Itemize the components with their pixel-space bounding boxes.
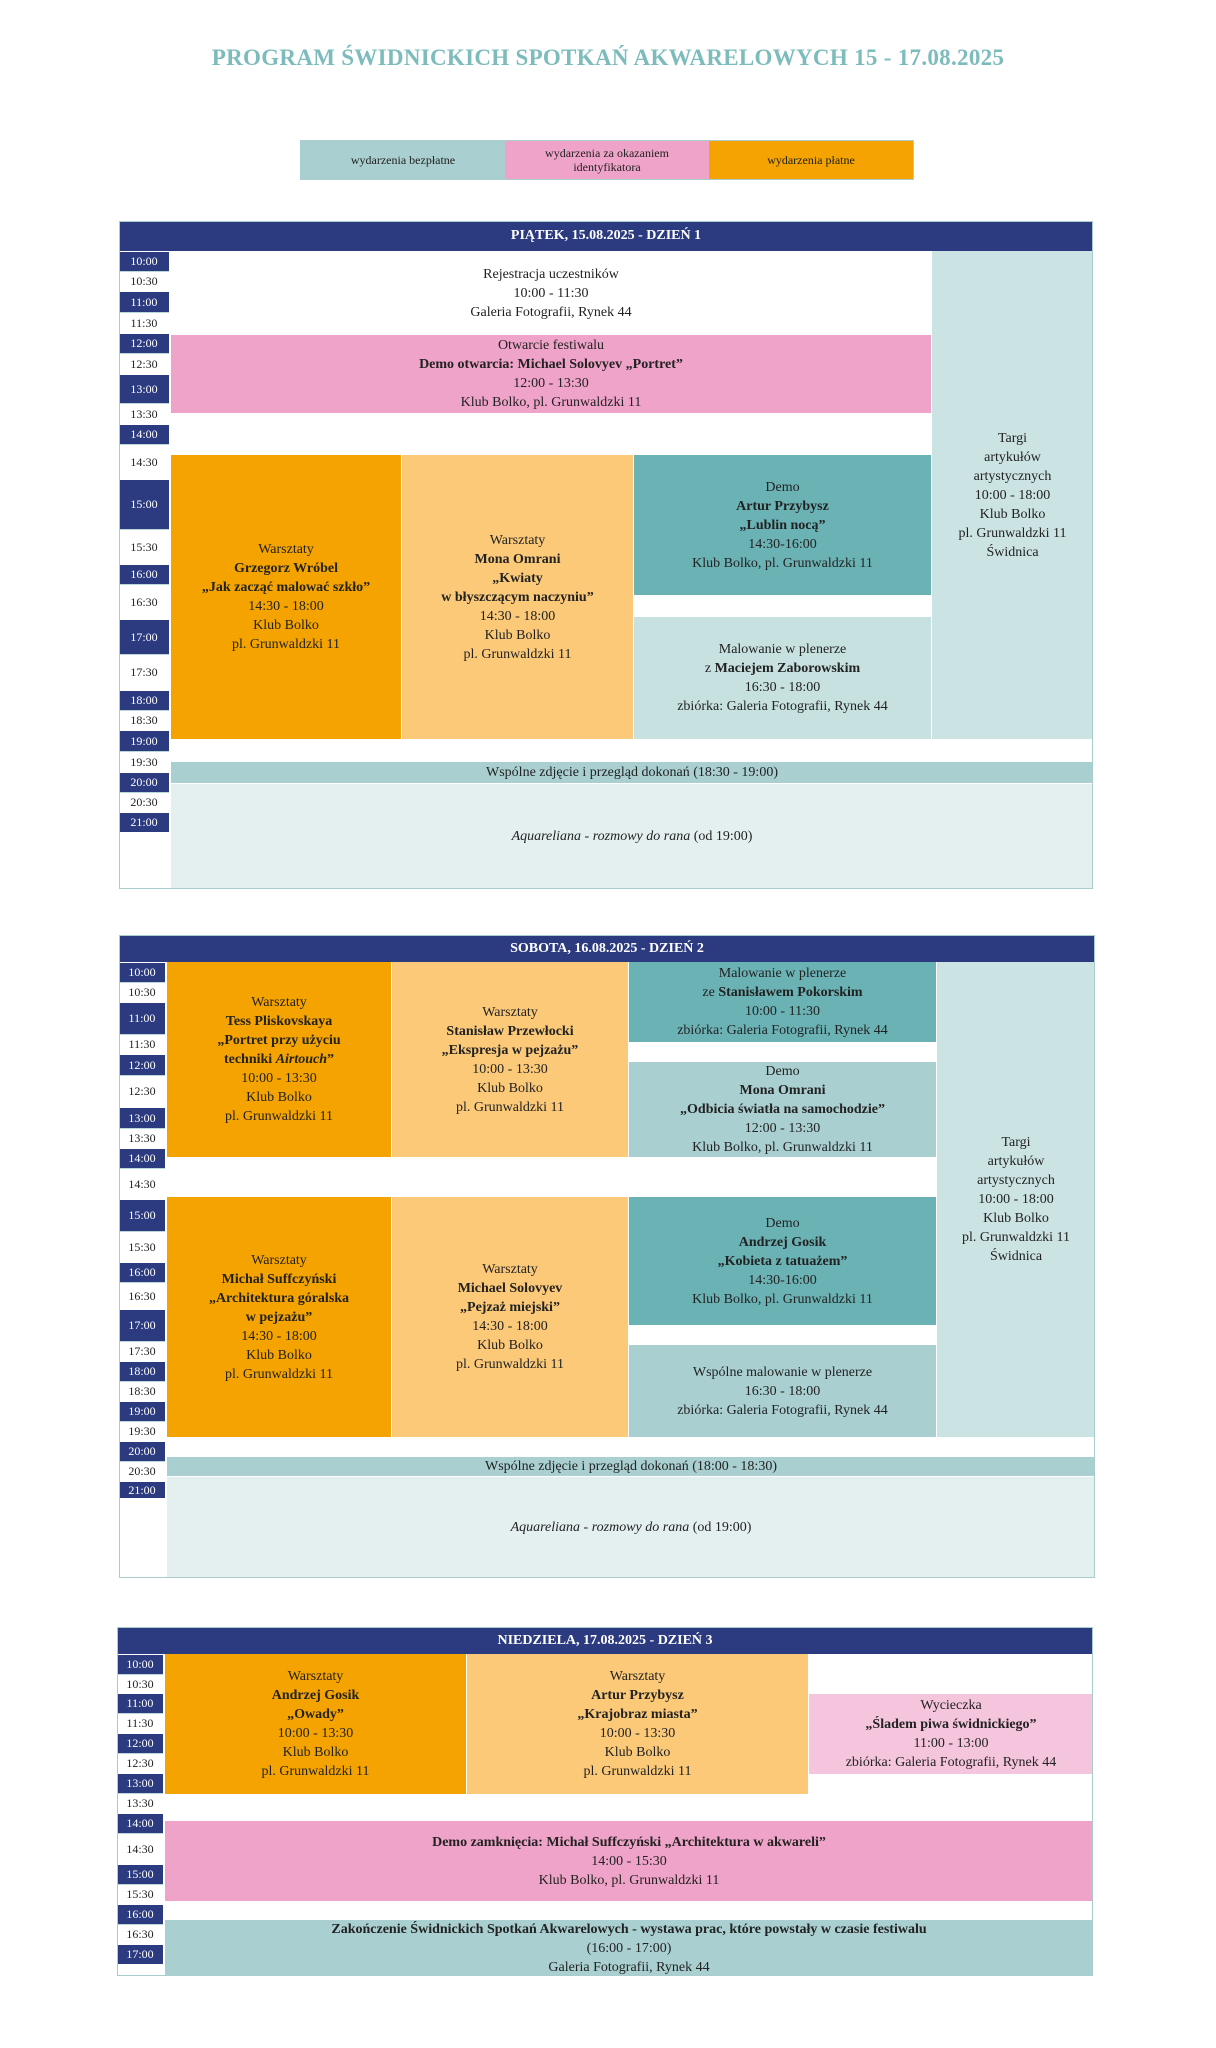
time-slot: 17:30 <box>119 654 169 690</box>
time-slot: 12:00 <box>119 1054 165 1075</box>
day1-aquareliana <box>171 784 1093 889</box>
day3-trip <box>809 1694 1093 1774</box>
ws-title: „Jak zacząć malować szkło” <box>201 580 371 595</box>
ws-venue: Klub Bolko <box>246 1347 312 1363</box>
day2-workshop-pliskovskaya <box>167 962 391 1157</box>
ws-artist: Mona Omrani <box>474 551 561 567</box>
ws-label: Warsztaty <box>482 1004 538 1020</box>
day2-plener-group <box>629 1345 936 1437</box>
ws-title: „Pejzaż miejski” <box>460 1300 560 1315</box>
day1-schedule <box>119 221 1093 889</box>
ws-address: pl. Grunwaldzki 11 <box>463 646 572 662</box>
day3-header: NIEDZIELA, 17.08.2025 - DZIEŃ 3 <box>117 1627 1093 1654</box>
day2-group-photo <box>167 1457 1095 1476</box>
legend <box>300 140 914 180</box>
ws-label: Warsztaty <box>489 532 546 548</box>
ws-label: Warsztaty <box>287 1669 344 1684</box>
ws-venue: Klub Bolko <box>253 618 319 633</box>
time-slot: 15:30 <box>119 529 169 564</box>
time-slot: 10:00 <box>117 1654 163 1674</box>
plener-meeting: zbiórka: Galeria Fotografii, Rynek 44 <box>677 699 888 714</box>
fair-address: pl. Grunwaldzki 11 <box>958 525 1067 541</box>
time-slot: 11:00 <box>119 1002 165 1034</box>
day3-workshop-gosik <box>165 1654 466 1794</box>
ws-time: 10:00 - 13:30 <box>241 1071 317 1086</box>
time-slot: 11:00 <box>117 1693 163 1713</box>
ws-venue: Klub Bolko <box>604 1745 671 1760</box>
aquareliana-text: Aquareliana - rozmowy do rana (od 19:00) <box>511 829 753 844</box>
ws-title: „Ekspresja w pejzażu” <box>441 1042 579 1058</box>
ws-venue: Klub Bolko <box>477 1338 543 1353</box>
time-slot: 20:00 <box>119 1441 165 1461</box>
opening-demo: Demo otwarcia: Michael Solovyev „Portret” <box>419 357 683 372</box>
time-slot: 18:30 <box>119 710 169 730</box>
ws-time: 14:30 - 18:00 <box>472 1319 548 1334</box>
ws-artist: Stanisław Przewłocki <box>446 1023 574 1039</box>
plener-guide: z Maciejem Zaborowskim <box>704 661 861 676</box>
time-slot: 19:30 <box>119 1421 165 1441</box>
ws-label: Warsztaty <box>482 1262 538 1277</box>
fair-time: 10:00 - 18:00 <box>974 487 1051 503</box>
day1-time-column <box>119 251 169 889</box>
ws-address: pl. Grunwaldzki 11 <box>583 1764 692 1779</box>
day2-workshop-solovyev <box>392 1197 628 1437</box>
ws-label: Warsztaty <box>251 1252 307 1268</box>
fair-city: Świdnica <box>986 544 1039 560</box>
day1-registration <box>171 251 931 335</box>
day2-demo-omrani <box>629 1062 936 1157</box>
day1-header: PIĄTEK, 15.08.2025 - DZIEŃ 1 <box>119 221 1093 251</box>
time-slot: 17:00 <box>119 619 169 654</box>
time-slot: 11:30 <box>119 1034 165 1054</box>
time-slot: 14:30 <box>119 1168 165 1199</box>
demo-time: 12:00 - 13:30 <box>744 1121 821 1136</box>
time-slot: 12:30 <box>119 353 169 374</box>
time-slot: 17:00 <box>119 1309 165 1341</box>
day2-demo-gosik <box>629 1197 936 1325</box>
photo-text: Wspólne zdjęcie i przegląd dokonań (18:30 - 19:00) <box>486 765 778 780</box>
day2-time-column <box>119 962 165 1578</box>
registration-title: Rejestracja uczestników <box>483 266 619 282</box>
legend-free: wydarzenia bezpłatne <box>301 141 505 179</box>
time-slot: 19:00 <box>119 730 169 751</box>
registration-place: Galeria Fotografii, Rynek 44 <box>470 304 632 320</box>
closing-title: Demo zamknięcia: Michał Suffczyński „Architektura w akwareli” <box>432 1834 826 1850</box>
time-slot: 21:00 <box>119 812 169 832</box>
day2-header: SOBOTA, 16.08.2025 - DZIEŃ 2 <box>119 935 1095 962</box>
time-slot: 12:00 <box>119 333 169 353</box>
fair-title: Targi <box>1001 1135 1031 1150</box>
demo-place: Klub Bolko, pl. Grunwaldzki 11 <box>692 1140 873 1155</box>
time-slot: 17:00 <box>117 1944 163 1964</box>
legend-id-required: wydarzenia za okazaniem identyfikatora <box>505 141 709 179</box>
plener-time: 16:30 - 18:00 <box>744 1383 821 1399</box>
fair-time: 10:00 - 18:00 <box>978 1192 1054 1207</box>
time-slot: 16:30 <box>117 1924 163 1944</box>
demo-title: „Odbicia światła na samochodzie” <box>680 1102 885 1117</box>
time-slot: 10:30 <box>119 982 165 1002</box>
ws-time: 10:00 - 13:30 <box>599 1726 676 1741</box>
ws-venue: Klub Bolko <box>477 1080 543 1096</box>
demo-time: 14:30-16:00 <box>748 536 817 552</box>
trip-label: Wycieczka <box>920 1698 982 1713</box>
time-slot: 20:00 <box>119 772 169 792</box>
demo-place: Klub Bolko, pl. Grunwaldzki 11 <box>692 555 873 571</box>
ws-title: „Architektura góralska <box>208 1290 350 1306</box>
time-slot: 14:30 <box>117 1833 163 1864</box>
trip-title: „Śladem piwa świdnickiego” <box>865 1717 1037 1732</box>
time-slot: 18:30 <box>119 1381 165 1401</box>
ws-artist: Artur Przybysz <box>591 1688 684 1703</box>
plener-meeting: zbiórka: Galeria Fotografii, Rynek 44 <box>677 1023 888 1038</box>
ws-title: „Portret przy użyciu <box>217 1033 341 1048</box>
time-slot: 16:00 <box>119 564 169 584</box>
time-slot: 15:00 <box>119 1199 165 1231</box>
time-slot: 11:00 <box>119 291 169 312</box>
ws-venue: Klub Bolko <box>282 1745 349 1760</box>
demo-label: Demo <box>765 1064 800 1079</box>
ws-address: pl. Grunwaldzki 11 <box>225 1366 333 1382</box>
demo-time: 14:30-16:00 <box>748 1272 817 1288</box>
ws-address: pl. Grunwaldzki 11 <box>261 1764 370 1779</box>
time-slot: 14:00 <box>119 424 169 444</box>
fair-title-3: artystycznych <box>973 468 1052 484</box>
ws-address: pl. Grunwaldzki 11 <box>225 1109 333 1124</box>
time-slot: 15:30 <box>117 1884 163 1904</box>
demo-artist: Andrzej Gosik <box>738 1234 827 1250</box>
time-slot: 17:30 <box>119 1341 165 1361</box>
trip-meeting: zbiórka: Galeria Fotografii, Rynek 44 <box>845 1755 1057 1770</box>
fair-title-2: artykułów <box>987 1154 1045 1169</box>
ws-title: „Kwiaty <box>492 570 543 586</box>
time-slot: 13:00 <box>119 1107 165 1128</box>
trip-time: 11:00 - 13:00 <box>913 1736 989 1751</box>
day2-workshop-suffczynski <box>167 1197 391 1437</box>
finale-title: Zakończenie Świdnickich Spotkań Akwarelowych - wystawa prac, które powstały w czasie festiwalu <box>331 1921 927 1937</box>
day3-workshop-przybysz <box>467 1654 808 1794</box>
day1-demo-przybysz <box>634 455 931 595</box>
finale-place: Galeria Fotografii, Rynek 44 <box>548 1959 710 1975</box>
ws-title-2: w błyszczącym naczyniu” <box>441 589 594 605</box>
demo-place: Klub Bolko, pl. Grunwaldzki 11 <box>692 1291 873 1307</box>
ws-time: 10:00 - 13:30 <box>472 1061 548 1077</box>
day3-schedule <box>117 1627 1093 1976</box>
time-slot: 18:00 <box>119 690 169 710</box>
ws-label: Warsztaty <box>258 542 314 557</box>
time-slot: 19:00 <box>119 1401 165 1421</box>
ws-venue: Klub Bolko <box>246 1090 312 1105</box>
demo-label: Demo <box>765 479 800 495</box>
time-slot: 15:00 <box>117 1864 163 1884</box>
ws-time: 10:00 - 13:30 <box>277 1726 354 1741</box>
plener-time: 16:30 - 18:00 <box>744 680 821 695</box>
time-slot: 13:30 <box>117 1793 163 1813</box>
time-slot: 15:30 <box>119 1231 165 1262</box>
time-slot: 13:30 <box>119 403 169 424</box>
day1-group-photo <box>171 762 1093 783</box>
demo-label: Demo <box>765 1215 800 1231</box>
ws-title: „Krajobraz miasta” <box>577 1707 698 1722</box>
day1-workshop-omrani <box>402 455 633 739</box>
time-slot: 13:00 <box>119 374 169 403</box>
ws-address: pl. Grunwaldzki 11 <box>456 1357 564 1372</box>
time-slot: 20:30 <box>119 792 169 812</box>
day1-fair <box>932 251 1093 739</box>
time-slot: 10:30 <box>117 1674 163 1693</box>
ws-title: „Owady” <box>287 1707 344 1722</box>
time-slot: 14:00 <box>119 1148 165 1168</box>
photo-text: Wspólne zdjęcie i przegląd dokonań (18:00 - 18:30) <box>485 1459 777 1474</box>
opening-time: 12:00 - 13:30 <box>513 376 589 391</box>
registration-time: 10:00 - 11:30 <box>513 285 589 301</box>
time-slot: 12:30 <box>119 1075 165 1107</box>
time-slot: 11:30 <box>119 312 169 333</box>
closing-place: Klub Bolko, pl. Grunwaldzki 11 <box>538 1872 720 1888</box>
time-slot: 10:00 <box>119 962 165 982</box>
plener-meeting: zbiórka: Galeria Fotografii, Rynek 44 <box>677 1402 888 1418</box>
opening-place: Klub Bolko, pl. Grunwaldzki 11 <box>460 395 642 410</box>
day2-aquareliana <box>167 1477 1095 1578</box>
fair-title-2: artykułów <box>984 449 1041 465</box>
ws-title-2: w pejzażu” <box>245 1309 313 1325</box>
time-slot: 14:00 <box>117 1813 163 1833</box>
ws-address: pl. Grunwaldzki 11 <box>456 1099 564 1115</box>
ws-label: Warsztaty <box>251 995 307 1010</box>
ws-artist: Grzegorz Wróbel <box>233 561 339 576</box>
fair-venue: Klub Bolko <box>983 1211 1049 1226</box>
time-slot: 19:30 <box>119 751 169 772</box>
plener-guide: ze Stanisławem Pokorskim <box>702 985 863 1000</box>
ws-artist: Michael Solovyev <box>457 1281 563 1296</box>
time-slot: 12:00 <box>117 1733 163 1753</box>
day3-finale <box>165 1920 1093 1976</box>
day2-workshop-przewlocki <box>392 962 628 1157</box>
time-slot: 10:00 <box>119 251 169 271</box>
ws-artist: Tess Pliskovskaya <box>225 1014 333 1029</box>
time-slot: 16:00 <box>119 1262 165 1282</box>
day2-schedule <box>119 935 1095 1578</box>
day1-opening <box>171 335 931 413</box>
time-slot: 12:30 <box>117 1753 163 1773</box>
plener-title: Malowanie w plenerze <box>718 642 847 657</box>
fair-venue: Klub Bolko <box>979 506 1046 522</box>
ws-artist: Andrzej Gosik <box>271 1688 360 1703</box>
plener-title: Wspólne malowanie w plenerze <box>692 1364 873 1380</box>
ws-label: Warsztaty <box>609 1669 666 1684</box>
time-slot: 16:30 <box>119 1282 165 1309</box>
legend-paid: wydarzenia płatne <box>709 141 913 179</box>
fair-title: Targi <box>997 430 1028 446</box>
demo-artist: Artur Przybysz <box>736 498 829 514</box>
finale-time: (16:00 - 17:00) <box>586 1940 672 1956</box>
ws-venue: Klub Bolko <box>484 627 551 643</box>
time-slot: 11:30 <box>117 1713 163 1733</box>
day1-plener <box>634 617 931 739</box>
fair-address: pl. Grunwaldzki 11 <box>962 1230 1070 1245</box>
ws-time: 14:30 - 18:00 <box>479 608 556 624</box>
fair-city: Świdnica <box>989 1249 1043 1264</box>
plener-time: 10:00 - 11:30 <box>745 1004 820 1019</box>
day3-time-column <box>117 1654 163 1976</box>
ws-time: 14:30 - 18:00 <box>241 1328 317 1344</box>
aquareliana-text: Aquareliana - rozmowy do rana (od 19:00) <box>510 1520 752 1535</box>
demo-title: „Lublin nocą” <box>739 517 826 533</box>
day1-workshop-wrobel <box>171 455 401 739</box>
ws-title-2: techniki Airtouch” <box>223 1052 335 1067</box>
time-slot: 21:00 <box>119 1481 165 1498</box>
day2-plener-pokorski <box>629 962 936 1042</box>
page-title: PROGRAM ŚWIDNICKICH SPOTKAŃ AKWARELOWYCH 15 - 17.08.2025 <box>211 45 1005 70</box>
closing-time: 14:00 - 15:30 <box>591 1853 667 1869</box>
ws-artist: Michał Suffczyński <box>221 1271 337 1287</box>
time-slot: 14:30 <box>119 444 169 479</box>
demo-title: „Kobieta z tatuażem” <box>717 1253 848 1269</box>
time-slot: 15:00 <box>119 479 169 529</box>
day3-closing-demo <box>165 1821 1093 1901</box>
time-slot: 16:00 <box>117 1904 163 1924</box>
fair-title-3: artystycznych <box>977 1173 1055 1188</box>
time-slot: 10:30 <box>119 271 169 291</box>
time-slot: 16:30 <box>119 584 169 619</box>
ws-time: 14:30 - 18:00 <box>248 599 324 614</box>
time-slot: 18:00 <box>119 1361 165 1381</box>
time-slot: 13:30 <box>119 1128 165 1148</box>
day2-fair <box>937 962 1095 1437</box>
plener-title: Malowanie w plenerze <box>718 966 847 981</box>
ws-address: pl. Grunwaldzki 11 <box>232 637 340 652</box>
time-slot: 13:00 <box>117 1773 163 1793</box>
opening-title: Otwarcie festiwalu <box>497 338 605 353</box>
time-slot: 20:30 <box>119 1461 165 1481</box>
demo-artist: Mona Omrani <box>739 1083 826 1098</box>
